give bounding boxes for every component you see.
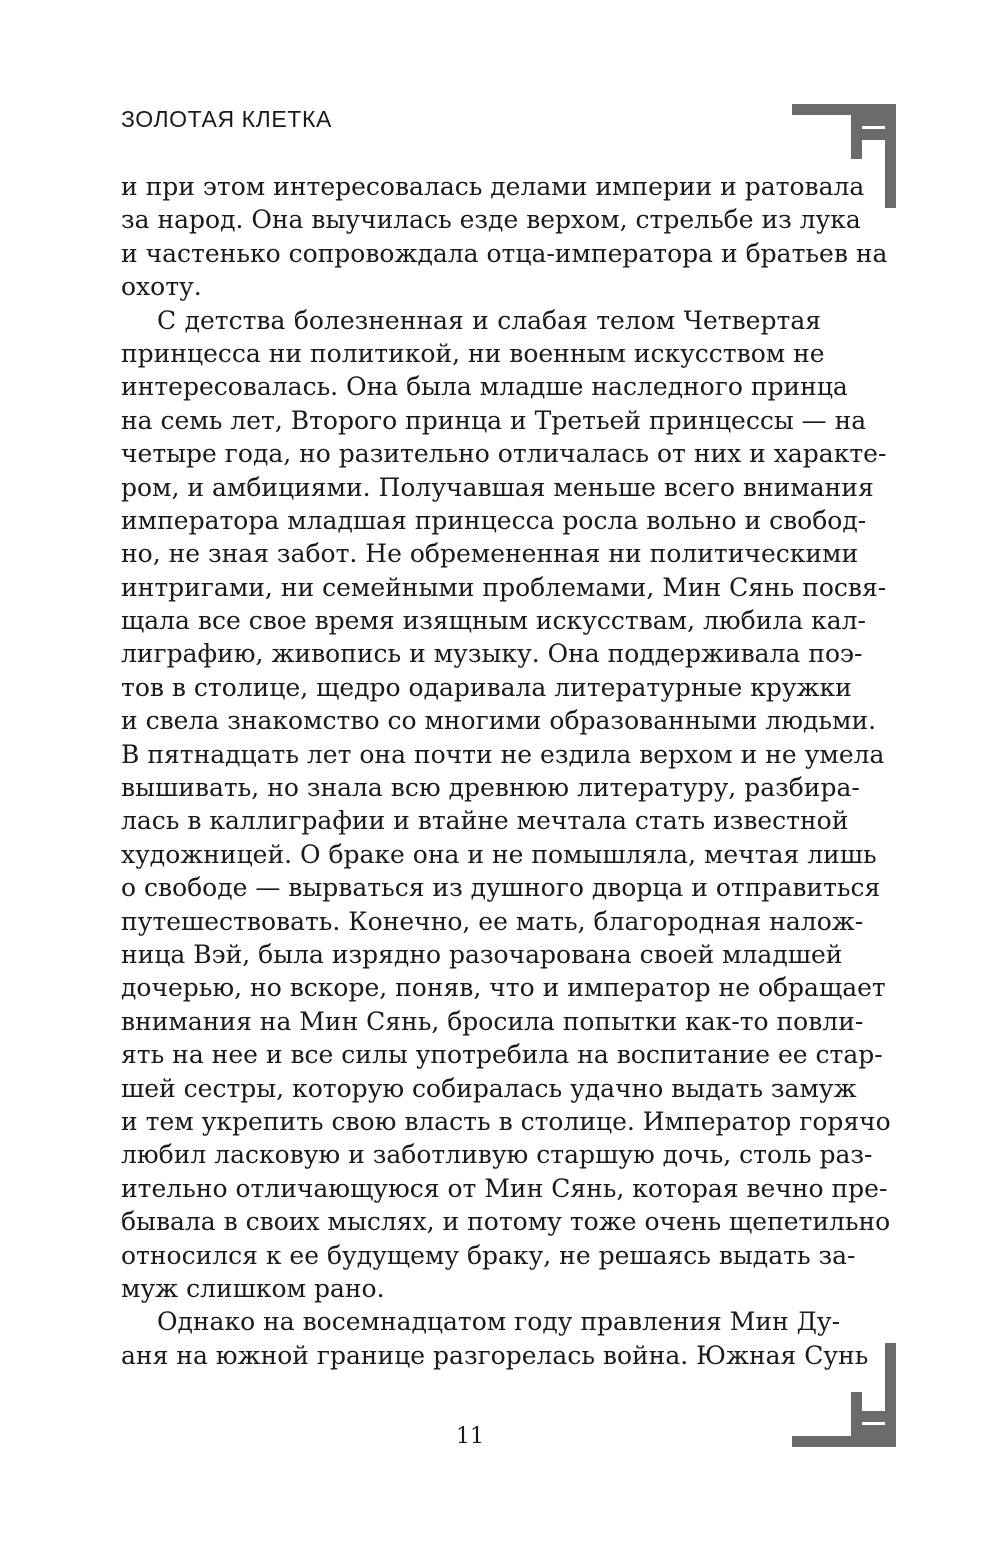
text-line: интригами, ни семейными проблемами, Мин Сянь посвя- <box>121 572 887 602</box>
text-line: любил ласковую и заботливую старшую дочь, столь раз- <box>121 1140 873 1170</box>
text-line: ительно отличающуюся от Мин Сянь, которая вечно пре- <box>121 1173 888 1203</box>
text-line: и при этом интересовалась делами империи и ратовала <box>121 172 865 201</box>
text-line: тов в столице, щедро одаривала литературные кружки <box>121 672 852 702</box>
text-line: относился к ее будущему браку, не решаясь выдать за- <box>121 1240 856 1270</box>
running-head: ЗОЛОТАЯ КЛЕТКА <box>121 106 332 132</box>
text-line: интересовалась. Она была младше наследного принца <box>121 372 848 402</box>
body-text <box>121 170 891 1372</box>
page-number: 11 <box>456 1424 484 1449</box>
text-line: дочерью, но вскоре, поняв, что и император не обращает <box>121 973 886 1003</box>
text-line: принцесса ни политикой, ни военным искусством не <box>121 338 825 368</box>
text-line: но, не зная забот. Не обремененная ни политическими <box>121 539 859 569</box>
text-line: за народ. Она выучилась езде верхом, стрельбе из лука <box>121 205 861 235</box>
text-line: лиграфию, живопись и музыку. Она поддерживала поэ- <box>121 639 863 669</box>
text-line: художницей. О браке она и не помышляла, мечтая лишь <box>121 839 877 869</box>
text-line: императора младшая принцесса росла вольно и свобод- <box>121 505 867 535</box>
text-line: ять на нее и все силы употребила на воспитание ее стар- <box>121 1040 883 1070</box>
text-line: о свободе — вырваться из душного дворца и отправиться <box>121 873 881 903</box>
text-line: путешествовать. Конечно, ее мать, благородная налож- <box>121 906 864 936</box>
text-line: и свела знакомство со многими образованными людьми. <box>121 706 877 736</box>
text-line: ром, и амбициями. Получавшая меньше всего внимания <box>121 472 874 502</box>
text-line: внимания на Мин Сянь, бросила попытки как-то повли- <box>121 1006 864 1036</box>
text-line: шей сестры, которую собиралась удачно выдать замуж <box>121 1073 857 1103</box>
text-line: муж слишком рано. <box>121 1273 385 1303</box>
text-line: вышивать, но знала всю древнюю литературу, разбира- <box>121 773 860 803</box>
text-line: аня на южной границе разгорелась война. Южная Сунь <box>121 1340 869 1370</box>
text-line: С детства болезненная и слабая телом Четвертая <box>157 305 821 335</box>
text-line: В пятнадцать лет она почти не ездила верхом и не умела <box>121 739 885 769</box>
text-line: лась в каллиграфии и втайне мечтала стать известной <box>121 806 849 836</box>
text-line: бывала в своих мыслях, и потому тоже очень щепетильно <box>121 1207 891 1237</box>
text-line: и частенько сопровождала отца-императора и братьев на <box>121 238 888 268</box>
text-line: щала все свое время изящным искусствам, любила кал- <box>121 606 866 636</box>
text-line: четыре года, но разительно отличалась от них и характе- <box>121 439 887 469</box>
text-line: охоту. <box>121 272 202 302</box>
text-line: ница Вэй, была изрядно разочарована своей младшей <box>121 939 843 969</box>
text-line: на семь лет, Второго принца и Третьей принцессы — на <box>121 405 867 435</box>
text-line: и тем укрепить свою власть в столице. Император горячо <box>121 1106 891 1136</box>
text-line: Однако на восемнадцатом году правления Мин Ду- <box>157 1307 841 1337</box>
